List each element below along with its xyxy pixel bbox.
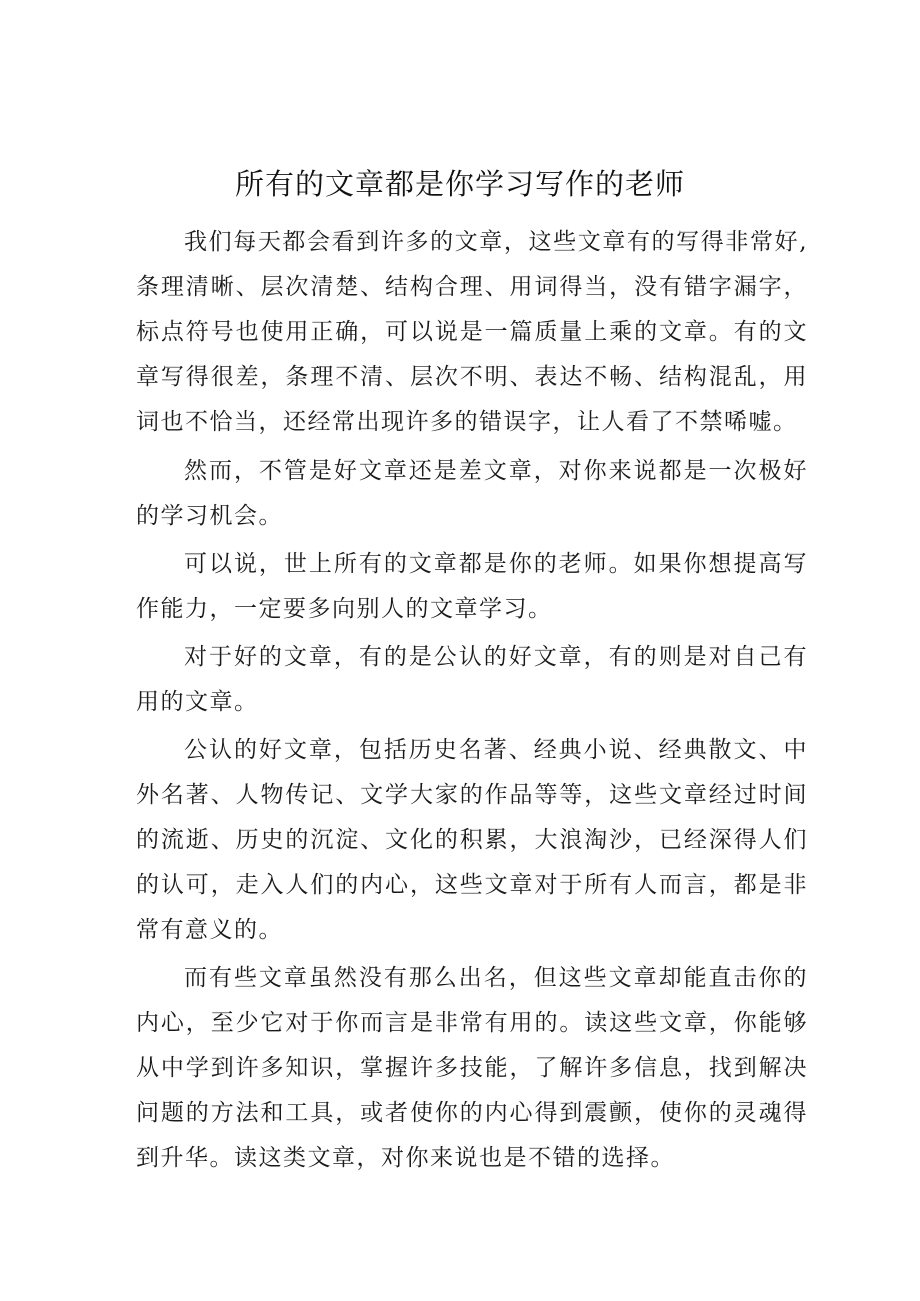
paragraph-4: 对于好的文章，有的是公认的好文章，有的则是对自己有用的文章。 [136,644,808,715]
article-body [136,220,808,1181]
paragraph-2: 然而，不管是好文章还是差文章，对你来说都是一次极好的学习机会。 [136,458,808,529]
paragraph-6: 而有些文章虽然没有那么出名，但这些文章却能直击你的内心，至少它对于你而言是非常有用的。读这些文章，你能够从中学到许多知识，掌握许多技能，了解许多信息，找到解决问题的方法和工具，或者使你的内心得到震颤，使你的灵魂得到升华。读这类文章，对你来说也是不错的选择。 [136,965,808,1171]
paragraph-3: 可以说，世上所有的文章都是你的老师。如果你想提高写作能力，一定要多向别人的文章学习。 [136,551,808,622]
page-title: 所有的文章都是你学习写作的老师 [234,167,685,201]
paragraph-1: 我们每天都会看到许多的文章，这些文章有的写得非常好,条理清晰、层次清楚、结构合理、用词得当，没有错字漏字，标点符号也使用正确，可以说是一篇质量上乘的文章。有的文章写得很差，条理不清、层次不明、表达不畅、结构混乱，用词也不恰当，还经常出现许多的错误字，让人看了不禁唏嘘。 [136,229,808,435]
paragraph-5: 公认的好文章，包括历史名著、经典小说、经典散文、中外名著、人物传记、文学大家的作品等等，这些文章经过时间的流逝、历史的沉淀、文化的积累，大浪淘沙，已经深得人们的认可，走入人们的内心，这些文章对于所有人而言，都是非常有意义的。 [136,737,808,943]
